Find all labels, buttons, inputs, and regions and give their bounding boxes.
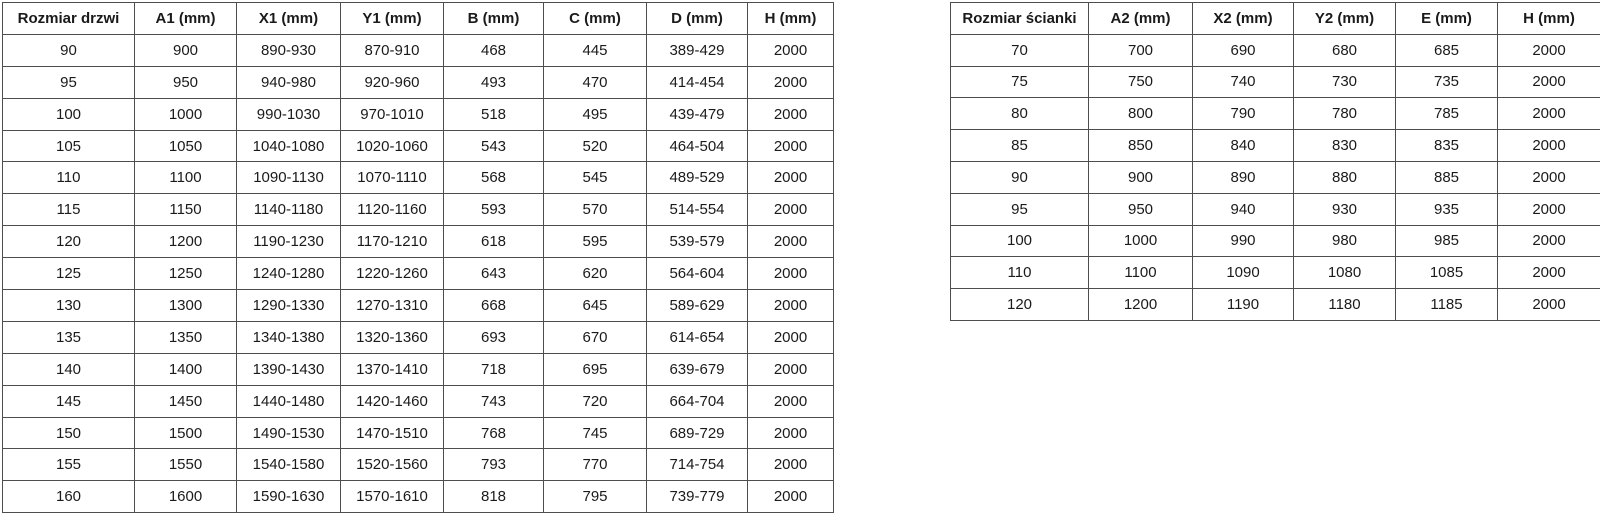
table-cell: 464-504: [647, 130, 748, 162]
table-row: [3, 162, 834, 194]
table-cell: 2000: [1498, 130, 1600, 162]
table-cell: 155: [3, 449, 135, 481]
table-cell: 990-1030: [237, 98, 341, 130]
table-cell: 2000: [748, 353, 834, 385]
table-row: [951, 225, 1600, 257]
table-cell: 850: [1089, 130, 1193, 162]
table-cell: 1370-1410: [341, 353, 444, 385]
table-cell: 468: [444, 34, 544, 66]
table-cell: 890-930: [237, 34, 341, 66]
table-cell: 1020-1060: [341, 130, 444, 162]
table-cell: 95: [951, 193, 1089, 225]
table-cell: 1080: [1294, 257, 1396, 289]
table-cell: 2000: [748, 226, 834, 258]
table-cell: 680: [1294, 34, 1396, 66]
table-cell: 980: [1294, 225, 1396, 257]
column-header: H (mm): [1498, 3, 1600, 35]
column-header: A2 (mm): [1089, 3, 1193, 35]
table-cell: 115: [3, 194, 135, 226]
table-cell: 1120-1160: [341, 194, 444, 226]
table-cell: 620: [544, 258, 647, 290]
column-header: E (mm): [1396, 3, 1498, 35]
table-cell: 793: [444, 449, 544, 481]
table-cell: 880: [1294, 161, 1396, 193]
table-cell: 645: [544, 290, 647, 322]
table-cell: 1185: [1396, 289, 1498, 321]
table-cell: 2000: [1498, 289, 1600, 321]
table-row: [3, 66, 834, 98]
table-cell: 1190: [1193, 289, 1294, 321]
table-cell: 593: [444, 194, 544, 226]
table-cell: 885: [1396, 161, 1498, 193]
table-cell: 1150: [135, 194, 237, 226]
table-cell: 1085: [1396, 257, 1498, 289]
table-cell: 1550: [135, 449, 237, 481]
table-cell: 2000: [748, 417, 834, 449]
table-cell: 140: [3, 353, 135, 385]
table-cell: 1450: [135, 385, 237, 417]
table-cell: 414-454: [647, 66, 748, 98]
table-cell: 870-910: [341, 34, 444, 66]
table-cell: 2000: [748, 385, 834, 417]
table-cell: 2000: [1498, 257, 1600, 289]
table-cell: 1350: [135, 321, 237, 353]
table-row: [951, 130, 1600, 162]
table-cell: 689-729: [647, 417, 748, 449]
table-cell: 970-1010: [341, 98, 444, 130]
table-cell: 2000: [748, 449, 834, 481]
table-cell: 735: [1396, 66, 1498, 98]
table-cell: 545: [544, 162, 647, 194]
table-cell: 695: [544, 353, 647, 385]
table-cell: 1240-1280: [237, 258, 341, 290]
table-cell: 489-529: [647, 162, 748, 194]
table-cell: 1590-1630: [237, 481, 341, 513]
table-cell: 2000: [748, 258, 834, 290]
table-cell: 618: [444, 226, 544, 258]
table-cell: 145: [3, 385, 135, 417]
table-cell: 110: [3, 162, 135, 194]
table-cell: 120: [3, 226, 135, 258]
table-cell: 840: [1193, 130, 1294, 162]
table-cell: 750: [1089, 66, 1193, 98]
table-cell: 2000: [748, 130, 834, 162]
table-cell: 135: [3, 321, 135, 353]
table-cell: 2000: [748, 34, 834, 66]
table-cell: 1040-1080: [237, 130, 341, 162]
table-cell: 595: [544, 226, 647, 258]
table-row: [3, 417, 834, 449]
table-cell: 518: [444, 98, 544, 130]
table-cell: 150: [3, 417, 135, 449]
column-header: A1 (mm): [135, 3, 237, 35]
table-cell: 720: [544, 385, 647, 417]
table-cell: 70: [951, 34, 1089, 66]
table-cell: 1390-1430: [237, 353, 341, 385]
table-cell: 110: [951, 257, 1089, 289]
column-header: X2 (mm): [1193, 3, 1294, 35]
table-cell: 950: [135, 66, 237, 98]
table-row: [951, 161, 1600, 193]
table-cell: 520: [544, 130, 647, 162]
table-cell: 714-754: [647, 449, 748, 481]
table-cell: 2000: [1498, 98, 1600, 130]
table-cell: 1190-1230: [237, 226, 341, 258]
table-cell: 700: [1089, 34, 1193, 66]
table-cell: 1270-1310: [341, 290, 444, 322]
table-row: [3, 98, 834, 130]
table-cell: 1300: [135, 290, 237, 322]
table-cell: 1570-1610: [341, 481, 444, 513]
table-cell: 2000: [1498, 225, 1600, 257]
table-cell: 1100: [135, 162, 237, 194]
table-cell: 940: [1193, 193, 1294, 225]
table-row: [3, 194, 834, 226]
table-cell: 439-479: [647, 98, 748, 130]
table-cell: 940-980: [237, 66, 341, 98]
table-row: [951, 66, 1600, 98]
table-cell: 1000: [1089, 225, 1193, 257]
table-cell: 564-604: [647, 258, 748, 290]
table-cell: 1170-1210: [341, 226, 444, 258]
table-cell: 1420-1460: [341, 385, 444, 417]
table-cell: 160: [3, 481, 135, 513]
table-cell: 445: [544, 34, 647, 66]
table-row: [3, 353, 834, 385]
table-cell: 985: [1396, 225, 1498, 257]
table-cell: 835: [1396, 130, 1498, 162]
table-cell: 589-629: [647, 290, 748, 322]
header-row: [951, 3, 1600, 35]
table-cell: 1520-1560: [341, 449, 444, 481]
door-dimensions-table: [2, 2, 834, 513]
table-cell: 1340-1380: [237, 321, 341, 353]
table-cell: 890: [1193, 161, 1294, 193]
table-cell: 693: [444, 321, 544, 353]
table-cell: 790: [1193, 98, 1294, 130]
table-cell: 830: [1294, 130, 1396, 162]
table-cell: 2000: [748, 66, 834, 98]
table-cell: 935: [1396, 193, 1498, 225]
table-row: [3, 449, 834, 481]
column-header: D (mm): [647, 3, 748, 35]
table-cell: 795: [544, 481, 647, 513]
table-cell: 1540-1580: [237, 449, 341, 481]
table-cell: 2000: [748, 194, 834, 226]
table-row: [951, 98, 1600, 130]
table-cell: 1220-1260: [341, 258, 444, 290]
table-cell: 2000: [1498, 193, 1600, 225]
table-row: [3, 290, 834, 322]
table-cell: 2000: [748, 98, 834, 130]
column-header: Y2 (mm): [1294, 3, 1396, 35]
table-cell: 664-704: [647, 385, 748, 417]
table-row: [3, 34, 834, 66]
table-cell: 1470-1510: [341, 417, 444, 449]
table-cell: 495: [544, 98, 647, 130]
table-cell: 95: [3, 66, 135, 98]
table-cell: 614-654: [647, 321, 748, 353]
table-cell: 1050: [135, 130, 237, 162]
table-cell: 1490-1530: [237, 417, 341, 449]
table-cell: 2000: [1498, 161, 1600, 193]
table-cell: 930: [1294, 193, 1396, 225]
table-cell: 1320-1360: [341, 321, 444, 353]
table-cell: 685: [1396, 34, 1498, 66]
table-cell: 514-554: [647, 194, 748, 226]
table-cell: 1290-1330: [237, 290, 341, 322]
table-row: [3, 226, 834, 258]
table-cell: 493: [444, 66, 544, 98]
table-row: [951, 34, 1600, 66]
table-cell: 690: [1193, 34, 1294, 66]
table-cell: 120: [951, 289, 1089, 321]
table-cell: 2000: [748, 321, 834, 353]
table-cell: 2000: [1498, 34, 1600, 66]
table-row: [951, 257, 1600, 289]
table-cell: 780: [1294, 98, 1396, 130]
table-cell: 85: [951, 130, 1089, 162]
table-cell: 740: [1193, 66, 1294, 98]
table-cell: 1440-1480: [237, 385, 341, 417]
table-cell: 768: [444, 417, 544, 449]
table-cell: 1400: [135, 353, 237, 385]
table-cell: 75: [951, 66, 1089, 98]
table-cell: 1070-1110: [341, 162, 444, 194]
table-cell: 718: [444, 353, 544, 385]
table-cell: 2000: [748, 481, 834, 513]
table-cell: 1500: [135, 417, 237, 449]
table-cell: 990: [1193, 225, 1294, 257]
table-cell: 389-429: [647, 34, 748, 66]
table-cell: 543: [444, 130, 544, 162]
table-cell: 2000: [748, 290, 834, 322]
table-cell: 539-579: [647, 226, 748, 258]
table-cell: 1600: [135, 481, 237, 513]
table-cell: 739-779: [647, 481, 748, 513]
table-cell: 568: [444, 162, 544, 194]
column-header: X1 (mm): [237, 3, 341, 35]
table-cell: 90: [3, 34, 135, 66]
table-cell: 800: [1089, 98, 1193, 130]
table-cell: 570: [544, 194, 647, 226]
table-row: [951, 289, 1600, 321]
table-cell: 670: [544, 321, 647, 353]
table-row: [3, 321, 834, 353]
table-cell: 1090-1130: [237, 162, 341, 194]
table-cell: 125: [3, 258, 135, 290]
table-cell: 900: [1089, 161, 1193, 193]
table-cell: 770: [544, 449, 647, 481]
table-cell: 2000: [1498, 66, 1600, 98]
table-cell: 745: [544, 417, 647, 449]
table-cell: 1090: [1193, 257, 1294, 289]
table-row: [951, 193, 1600, 225]
table-cell: 470: [544, 66, 647, 98]
table-row: [3, 385, 834, 417]
table-cell: 743: [444, 385, 544, 417]
table-cell: 1200: [1089, 289, 1193, 321]
table-cell: 668: [444, 290, 544, 322]
wall-dimensions-table: [950, 2, 1600, 321]
table-cell: 1000: [135, 98, 237, 130]
table-cell: 2000: [748, 162, 834, 194]
table-cell: 80: [951, 98, 1089, 130]
table-row: [3, 130, 834, 162]
table-cell: 100: [951, 225, 1089, 257]
table-row: [3, 258, 834, 290]
table-cell: 1200: [135, 226, 237, 258]
column-header: Y1 (mm): [341, 3, 444, 35]
table-cell: 643: [444, 258, 544, 290]
table-cell: 100: [3, 98, 135, 130]
table-cell: 920-960: [341, 66, 444, 98]
header-row: [3, 3, 834, 35]
table-row: [3, 481, 834, 513]
column-header: Rozmiar ścianki: [951, 3, 1089, 35]
table-cell: 1140-1180: [237, 194, 341, 226]
column-header: H (mm): [748, 3, 834, 35]
column-header: C (mm): [544, 3, 647, 35]
table-cell: 105: [3, 130, 135, 162]
column-header: Rozmiar drzwi: [3, 3, 135, 35]
table-cell: 130: [3, 290, 135, 322]
table-cell: 1100: [1089, 257, 1193, 289]
table-cell: 900: [135, 34, 237, 66]
table-cell: 90: [951, 161, 1089, 193]
table-cell: 785: [1396, 98, 1498, 130]
table-cell: 1180: [1294, 289, 1396, 321]
table-cell: 950: [1089, 193, 1193, 225]
column-header: B (mm): [444, 3, 544, 35]
table-cell: 730: [1294, 66, 1396, 98]
table-cell: 1250: [135, 258, 237, 290]
table-cell: 818: [444, 481, 544, 513]
table-cell: 639-679: [647, 353, 748, 385]
